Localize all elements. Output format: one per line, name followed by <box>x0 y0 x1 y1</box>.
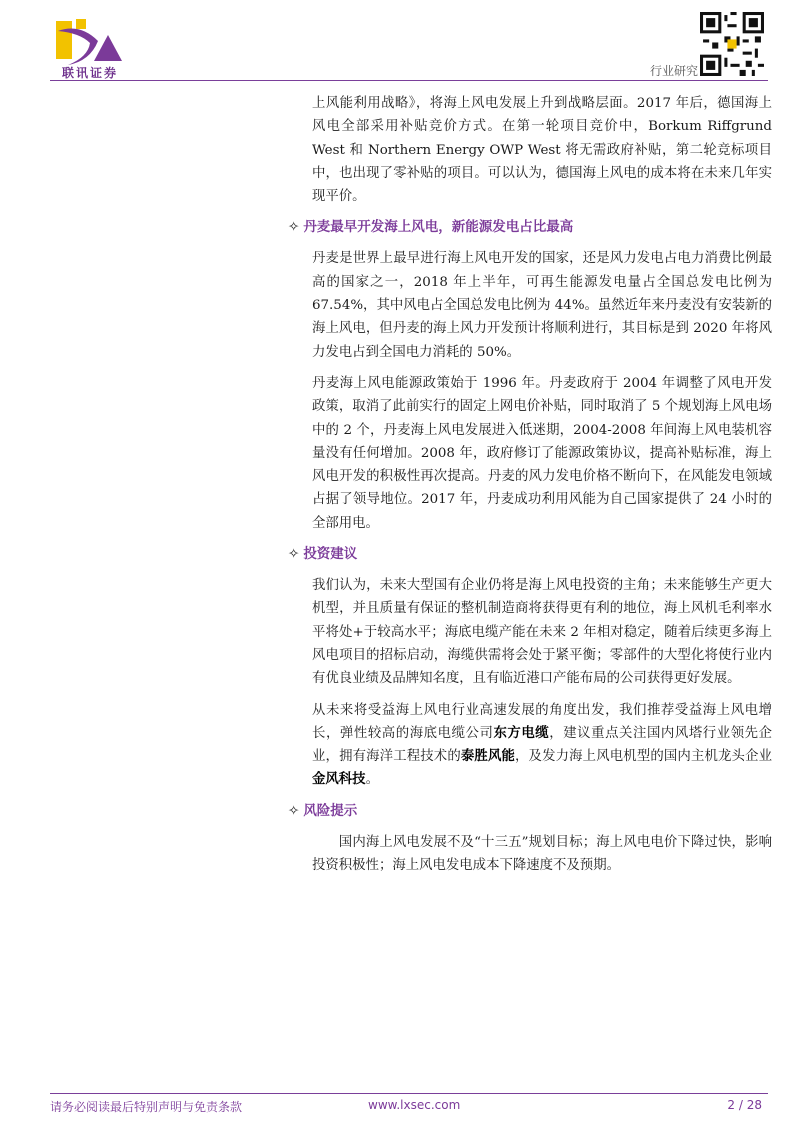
report-type-label: 行业研究 <box>649 64 698 78</box>
section-title: 投资建议 <box>303 546 358 563</box>
section-title: 风险提示 <box>303 802 358 819</box>
diamond-star-icon: ✧ <box>288 802 300 819</box>
stock-taisheng-wind: 泰胜风能 <box>460 748 516 765</box>
footer-divider <box>50 1093 768 1094</box>
paragraph-germany-cont: 上风能利用战略》，将海上风电发展上升到战略层面。2017 年后，德国海上风电全部采用补贴竞价方式。在第一轮项目竞价中，Borkum Riffgrund West 和 Northern Energy OWP West 将无需政府补贴，第二轮竞标项目中，也出现了零补贴的项目。可以认为，德国海上风电的成本将在未来几年实现平价。 <box>312 96 772 205</box>
stock-goldwind: 金风科技 <box>312 771 366 788</box>
footer-disclaimer: 请务必阅读最后特别声明与免责条款 <box>50 1100 243 1114</box>
paragraph-risk: 国内海上风电发展不及“十三五”规划目标；海上风电电价下降过快，影响投资积极性；海上风电发电成本下降速度不及预期。 <box>312 834 772 874</box>
page-number: 2 / 28 <box>727 1098 762 1112</box>
section-heading-denmark <box>288 216 772 238</box>
report-body <box>288 92 773 885</box>
paragraph-denmark-2: 丹麦海上风电能源政策始于 1996 年。丹麦政府于 2004 年调整了风电开发政策，取消了此前实行的固定上网电价补贴，同时取消了 5 个规划海上风电场中的 2 个，丹麦海上风电发展进入低迷期，2004-2008 年间海上风电装机容量没有任何增加。2008 年，政府修订了能源政策协议，提高补贴标准，海上风电开发的积极性再次提高。丹麦的风力发电价格不断向下，在风能发电领域占据了领导地位。2017 年，丹麦成功利用风能为自己国家提供了 24 小时的全部用电。 <box>312 375 772 531</box>
paragraph-investment-2: 从未来将受益海上风电行业高速发展的角度出发，我们推荐受益海上风电增长，弹性较高的海底电缆公司东方电缆，建议重点关注国内风塔行业领先企业，拥有海洋工程技术的泰胜风能，及发力海上风电机型的国内主机龙头企业金风科技。 <box>312 702 773 788</box>
section-heading-investment <box>288 543 772 565</box>
qr-code-icon <box>700 12 764 76</box>
paragraph-denmark-1: 丹麦是世界上最早进行海上风电开发的国家，还是风力发电占电力消费比例最高的国家之一，2018 年上半年，可再生能源发电量占全国总发电比例为 67.54%，其中风电占全国总发电比例为 44%。虽然近年来丹麦没有安装新的海上风电，但丹麦的海上风力开发预计将顺利进行，其目标是到 2020 年将风力发电占到全国电力消耗的 50%。 <box>312 251 773 360</box>
footer-url[interactable]: www.lxsec.com <box>368 1098 461 1112</box>
diamond-star-icon: ✧ <box>288 546 300 563</box>
brand-name: 联讯证券 <box>61 66 118 80</box>
header-divider <box>50 80 768 81</box>
diamond-star-icon: ✧ <box>288 219 300 236</box>
section-title: 丹麦最早开发海上风电，新能源发电占比最高 <box>303 219 574 236</box>
stock-dongfang-cable: 东方电缆 <box>493 724 550 741</box>
paragraph-investment-1: 我们认为，未来大型国有企业仍将是海上风电投资的主角；未来能够生产更大机型，并且质量有保证的整机制造商将获得更有利的地位，海上风机毛利率水平将处+于较高水平；海底电缆产能在未来 2 年相对稳定，随着后续更多海上风电项目的招标启动，海缆供需将会处于紧平衡；零部件的大型化将使行业内有优良业绩及品牌知名度，且有临近港口产能布局的公司获得更好发展。 <box>312 578 772 687</box>
section-heading-risk <box>288 800 772 822</box>
